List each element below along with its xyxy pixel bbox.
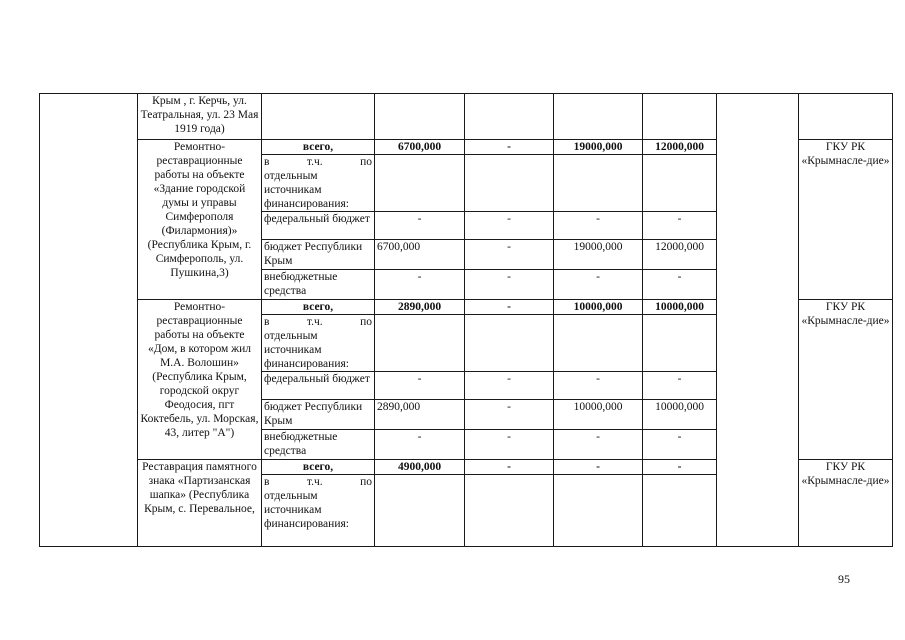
blank-column-cell [717, 94, 799, 547]
breakdown-label: в т.ч. по отдельным источникам финансирования: [262, 315, 375, 372]
amount-cell: - [465, 430, 554, 460]
amount-cell: - [554, 460, 643, 475]
amount-cell: - [465, 270, 554, 300]
amount-cell: 19000,000 [554, 140, 643, 155]
amount-cell: - [554, 212, 643, 240]
amount-cell: 19000,000 [554, 240, 643, 270]
object-description: Реставрация памятного знака «Партизанская шапка» (Республика Крым, с. Перевальное, [138, 460, 262, 547]
amount-cell: - [643, 430, 717, 460]
amount-cell: - [465, 240, 554, 270]
amount-cell: - [465, 460, 554, 475]
amount-cell: 6700,000 [375, 140, 465, 155]
amount-cell: - [375, 270, 465, 300]
breakdown-label: в т.ч. по отдельным источникам финансирования: [262, 155, 375, 212]
amount-cell: 10000,000 [643, 300, 717, 315]
amount-cell: 10000,000 [554, 300, 643, 315]
organization-name: ГКУ РК «Крымнасле-дие» [799, 140, 893, 300]
extra-budget-label: внебюджетные средства [262, 270, 375, 300]
amount-cell: - [465, 300, 554, 315]
amount-cell: 10000,000 [643, 400, 717, 430]
page-number: 95 [838, 572, 850, 586]
amount-cell: 10000,000 [554, 400, 643, 430]
amount-cell: 12000,000 [643, 140, 717, 155]
amount-cell: 6700,000 [375, 240, 465, 270]
organization-name: ГКУ РК «Крымнасле-дие» [799, 300, 893, 460]
amount-cell: - [554, 270, 643, 300]
amount-cell: - [465, 400, 554, 430]
amount-cell: - [465, 212, 554, 240]
table-row [40, 94, 893, 140]
amount-cell: - [554, 430, 643, 460]
blank-column-cell [40, 94, 138, 547]
amount-cell: - [375, 212, 465, 240]
funding-table [39, 93, 893, 547]
organization-name: ГКУ РК «Крымнасле-дие» [799, 460, 893, 547]
amount-cell: - [554, 372, 643, 400]
federal-label: федеральный бюджет [262, 372, 375, 400]
republic-label: бюджет Республики Крым [262, 240, 375, 270]
object-description: Ремонтно-реставрационные работы на объекте «Здание городской думы и управы Симферополя (Филармония)» (Республика Крым, г. Симферополь, ул. Пушкина,3) [138, 140, 262, 300]
object-description: Ремонтно-реставрационные работы на объекте «Дом, в котором жил М.А. Волошин» (Республика Крым, городской округ Феодосия, пгт Коктебель, ул. Морская, 43, литер "А") [138, 300, 262, 460]
total-label: всего, [262, 140, 375, 155]
amount-cell: - [375, 372, 465, 400]
amount-cell: 2890,000 [375, 400, 465, 430]
amount-cell: - [465, 372, 554, 400]
amount-cell: 2890,000 [375, 300, 465, 315]
federal-label: федеральный бюджет [262, 212, 375, 240]
amount-cell: - [643, 460, 717, 475]
amount-cell: 4900,000 [375, 460, 465, 475]
amount-cell: - [643, 212, 717, 240]
extra-budget-label: внебюджетные средства [262, 430, 375, 460]
object-description: Крым , г. Керчь, ул. Театральная, ул. 23 Мая 1919 года) [138, 94, 262, 140]
amount-cell: - [465, 140, 554, 155]
breakdown-label: в т.ч. по отдельным источникам финансирования: [262, 475, 375, 547]
total-label: всего, [262, 300, 375, 315]
amount-cell: - [643, 270, 717, 300]
republic-label: бюджет Республики Крым [262, 400, 375, 430]
amount-cell: 12000,000 [643, 240, 717, 270]
amount-cell: - [643, 372, 717, 400]
amount-cell: - [375, 430, 465, 460]
total-label: всего, [262, 460, 375, 475]
